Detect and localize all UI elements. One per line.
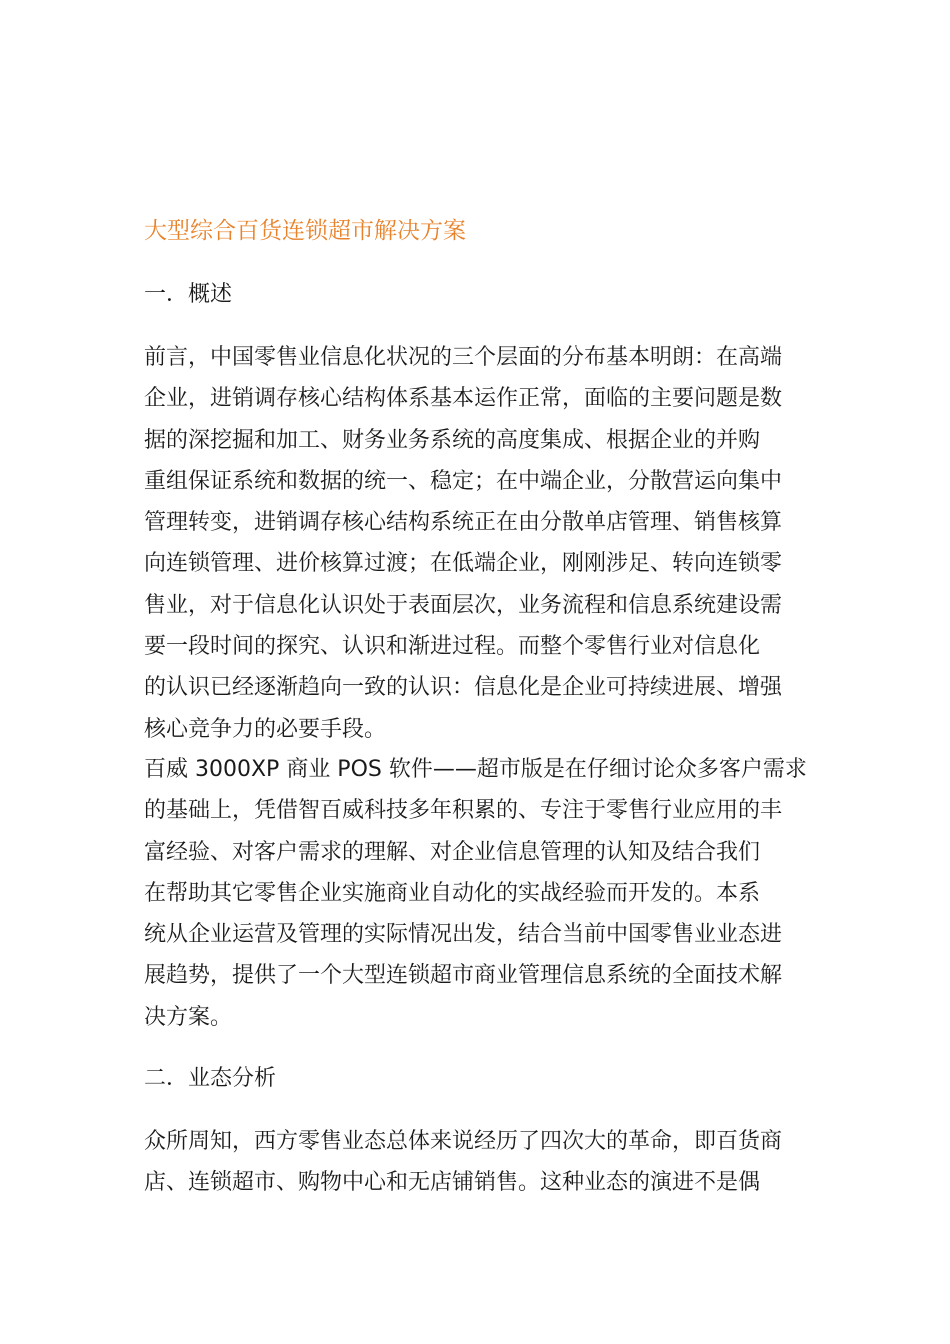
paragraph-line: 统从企业运营及管理的实际情况出发，结合当前中国零售业业态进 [144,922,783,948]
paragraph-line: 的基础上，凭借智百威科技多年积累的、专注于零售行业应用的丰 [144,798,783,824]
paragraph-line: 展趋势，提供了一个大型连锁超市商业管理信息系统的全面技术解 [144,963,783,989]
paragraph-line: 百威 3000XP 商业 POS 软件——超市版是在仔细讨论众多客户需求 [144,757,807,782]
paragraph-line: 富经验、对客户需求的理解、对企业信息管理的认知及结合我们 [144,839,761,865]
section-heading-overview: 一．概述 [144,282,233,307]
paragraph-line: 重组保证系统和数据的统一、稳定；在中端企业，分散营运向集中 [144,468,783,494]
paragraph-line: 的认识已经逐渐趋向一致的认识：信息化是企业可持续进展、增强 [144,675,783,701]
paragraph-preface [144,337,810,750]
paragraph-product-intro [144,749,810,1038]
section-heading-format-analysis: 二．业态分析 [144,1066,277,1091]
paragraph-line: 决方案。 [144,1004,233,1030]
paragraph-line: 售业，对于信息化认识处于表面层次，业务流程和信息系统建设需 [144,592,783,618]
paragraph-line: 据的深挖掘和加工、财务业务系统的高度集成、根据企业的并购 [144,427,761,453]
paragraph-line: 管理转变，进销调存核心结构系统正在由分散单店管理、销售核算 [144,510,783,536]
paragraph-line: 核心竞争力的必要手段。 [144,716,387,742]
document-title: 大型综合百货连锁超市解决方案 [144,218,466,244]
paragraph-line: 企业，进销调存核心结构体系基本运作正常，面临的主要问题是数 [144,386,783,412]
paragraph-line: 店、连锁超市、购物中心和无店铺销售。这种业态的演进不是偶 [144,1170,761,1196]
paragraph-line: 向连锁管理、进价核算过渡；在低端企业，刚刚涉足、转向连锁零 [144,551,783,577]
paragraph-retail-history [144,1121,810,1204]
paragraph-line: 在帮助其它零售企业实施商业自动化的实战经验而开发的。本系 [144,880,761,906]
paragraph-line: 要一段时间的探究、认识和渐进过程。而整个零售行业对信息化 [144,634,761,660]
paragraph-line: 众所周知，西方零售业态总体来说经历了四次大的革命，即百货商 [144,1129,783,1154]
paragraph-line: 前言，中国零售业信息化状况的三个层面的分布基本明朗：在高端 [144,345,783,370]
